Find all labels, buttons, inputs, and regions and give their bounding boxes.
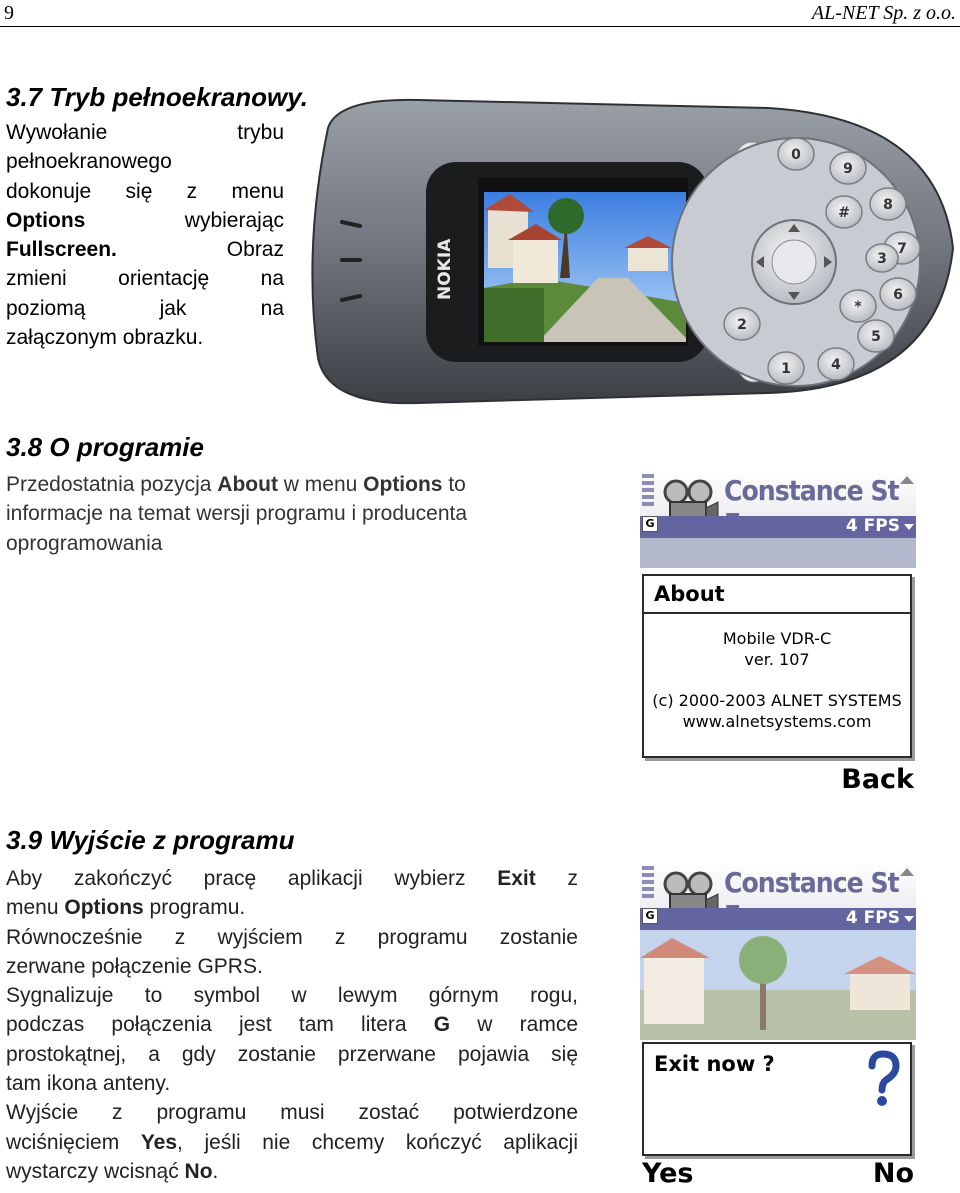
scroll-up-icon [900,868,914,876]
text-line: Fullscreen. Obraz [6,238,284,262]
text-line: dokonuje się z menu [6,179,284,203]
dialog-title: Exit now ? [654,1052,775,1076]
section-3-9-text [6,864,578,1186]
about-dialog [642,574,912,758]
bold-term: Fullscreen. [6,238,117,262]
phone-screen [478,178,688,346]
bold-term: Exit [497,867,536,890]
text-line: oprogramowania [6,531,163,555]
text-line [6,864,578,893]
text-fragment: podczas połączenia jest tam litera [6,1013,434,1037]
back-softkey[interactable]: Back [841,764,914,795]
section-3-7-title: 3.7 Tryb pełnoekranowy. [6,82,308,112]
signal-bars-icon [642,866,654,901]
text-fragment: Aby zakończyć pracę aplikacji wybierz [6,867,498,890]
text-fragment: to [442,473,466,496]
text-line [6,893,578,922]
dropdown-arrow-icon [904,916,914,922]
page-number: 9 [4,2,14,24]
text-line: zerwane połączenie GPRS. [6,954,263,978]
text-line: prostokątnej, a gdy zostanie przerwane pojawia się [6,1042,578,1066]
text-line: Wyjście z programu musi zostać potwierdzone [6,1101,578,1125]
text-line: poziomą jak na [6,296,284,320]
text-line: zmieni orientację na [6,267,284,291]
text-line: informacje na temat wersji programu i producenta [6,502,468,526]
app-title: Constance St [724,866,899,899]
bold-term: Options [363,473,443,496]
svg-text:1: 1 [781,361,791,377]
svg-text:#: # [838,205,850,221]
text-fragment: programu. [143,896,246,920]
bold-term: G [433,1013,451,1037]
company-name: AL-NET Sp. z o.o. [811,2,956,24]
svg-text:2: 2 [737,317,747,333]
text-line [6,1128,578,1157]
text-fragment: z [535,867,578,890]
text-line [6,1157,578,1186]
text-line: załączonym obrazku. [6,326,204,350]
no-softkey[interactable]: No [872,1158,914,1189]
text-fragment: wciśnięciem [6,1130,141,1154]
text-line [6,1010,578,1039]
version-label: ver. 107 [744,650,810,669]
about-screenshot [640,470,920,800]
app-header [640,470,916,538]
app-title: Constance St [724,474,899,507]
text-fragment: Przedostatnia pozycja [6,473,218,496]
text-line: Sygnalizuje to symbol w lewym górnym rogu, [6,984,578,1008]
fps-bar[interactable] [640,908,916,930]
yes-softkey[interactable]: Yes [642,1158,694,1189]
text-fragment: , jeśli nie chcemy kończyć aplikacji [177,1130,579,1154]
exit-screenshot [640,862,920,1192]
question-mark-icon [866,1050,900,1108]
bold-term: About [217,473,278,496]
text-line: Równocześnie z wyjściem z programu zostanie [6,925,578,949]
page-header [0,0,960,27]
app-name: Mobile VDR-C [722,629,832,648]
copyright-label: (c) 2000-2003 ALNET SYSTEMS [652,691,902,710]
bold-term: Options [64,896,144,920]
exit-dialog [642,1042,912,1156]
svg-text:9: 9 [843,161,853,177]
text-fragment: wystarczy wcisnąć [6,1159,185,1183]
website-link[interactable]: www.alnetsystems.com [682,712,872,731]
signal-bars-icon [642,474,654,509]
svg-text:*: * [854,299,862,315]
dialog-title: About [644,576,910,614]
text-line: pełnoekranowego [6,150,172,174]
camera-view-image [640,930,916,1040]
section-3-8-title: 3.8 O programie [6,432,204,462]
svg-text:8: 8 [883,197,893,213]
gprs-indicator: G [642,908,658,924]
text-fragment: menu [6,896,65,920]
section-3-9-title: 3.9 Wyjście z programu [6,825,295,855]
fps-label: 4 FPS [845,908,900,928]
fps-bar[interactable] [640,516,916,538]
scroll-up-icon [900,476,914,484]
text-fragment: w menu [277,473,364,496]
app-header [640,862,916,930]
svg-text:6: 6 [893,287,903,303]
svg-text:7: 7 [897,241,907,257]
svg-text:0: 0 [791,147,801,163]
fps-label: 4 FPS [845,516,900,536]
text-fragment: w ramce [450,1013,578,1037]
nokia-phone-illustration [298,88,958,408]
bold-term: Yes [140,1130,178,1154]
text-line: tam ikona anteny. [6,1072,171,1096]
bold-term: No [184,1159,213,1183]
text-line: Wywołanie trybu [6,121,284,144]
text-fragment: . [212,1159,219,1183]
dropdown-arrow-icon [904,524,914,530]
svg-text:4: 4 [831,357,841,373]
text-line: Options wybierając [6,208,284,232]
bold-term: Options [6,208,86,232]
section-3-8-text [6,470,586,558]
gprs-indicator: G [642,516,658,532]
svg-text:3: 3 [877,251,887,267]
svg-text:5: 5 [871,329,881,345]
text-line [6,470,586,499]
brand-logo: NOKIA [435,238,455,300]
section-3-7-text [6,118,284,352]
